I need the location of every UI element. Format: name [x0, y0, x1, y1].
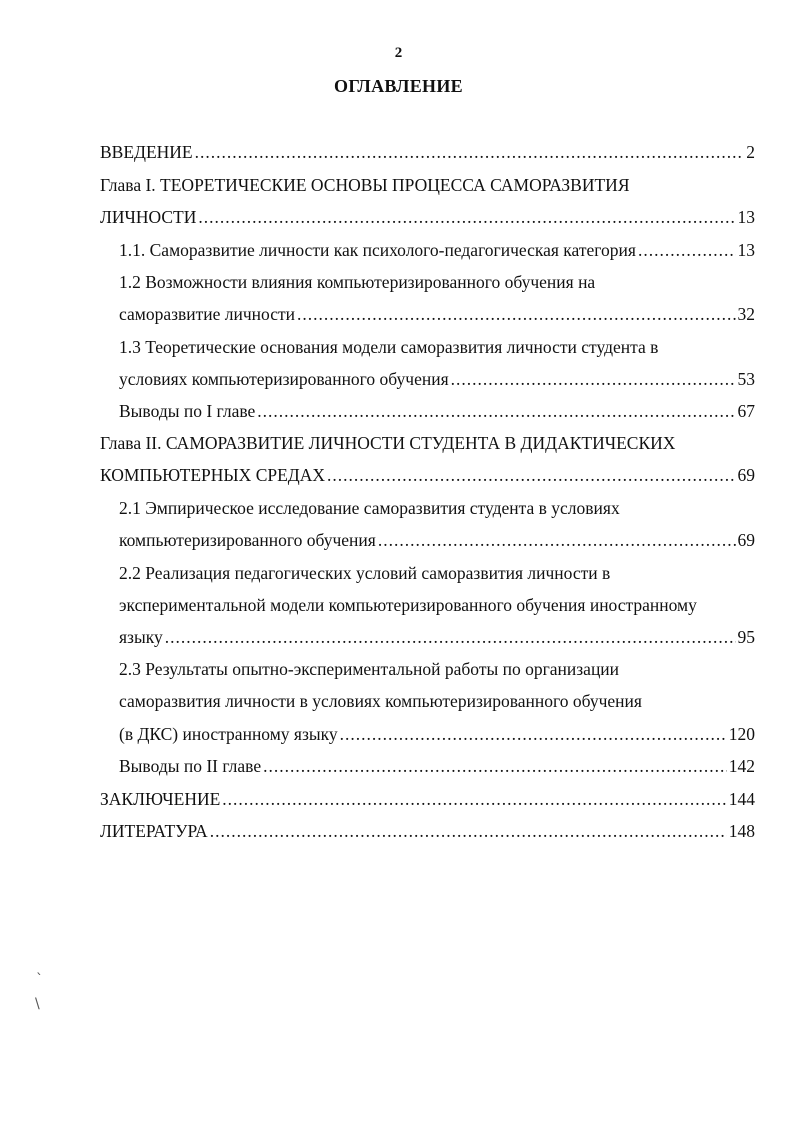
toc-title: ОГЛАВЛЕНИЕ — [334, 76, 463, 96]
dot-leader — [165, 624, 736, 650]
toc-entry-text: саморазвитие личности — [119, 304, 296, 324]
toc-entry-text: 1.1. Саморазвитие личности как психолого-педагогическая категория — [119, 240, 636, 260]
toc-entry-text: ЗАКЛЮЧЕНИЕ — [100, 789, 221, 809]
dot-leader — [195, 139, 745, 165]
dot-leader — [210, 818, 727, 844]
dot-leader — [198, 204, 735, 230]
toc-page-number: 142 — [728, 756, 755, 776]
toc-section-1-2-heading[interactable] — [119, 269, 755, 295]
toc-section-2-1-heading[interactable] — [119, 495, 755, 521]
toc-page-number: 32 — [737, 304, 755, 324]
toc-entry-text: Глава II. САМОРАЗВИТИЕ ЛИЧНОСТИ СТУДЕНТА В ДИДАКТИЧЕСКИХ — [100, 433, 676, 453]
toc-entry-chapter2[interactable] — [100, 462, 755, 488]
dot-leader — [263, 753, 727, 779]
toc-page-number: 67 — [737, 401, 755, 421]
toc-entry-text: 2.1 Эмпирическое исследование саморазвития студента в условиях — [119, 498, 620, 518]
dot-leader — [327, 462, 735, 488]
toc-page-number: 95 — [737, 627, 755, 647]
toc-page-number: 2 — [746, 142, 755, 162]
toc-entry-text: (в ДКС) иностранному языку — [119, 724, 338, 744]
dot-leader — [222, 786, 726, 812]
toc-section-1-3-heading[interactable] — [119, 334, 755, 360]
toc-entry-conclusion[interactable] — [100, 786, 755, 812]
toc-entry-text: экспериментальной модели компьютеризированного обучения иностранному — [119, 595, 697, 615]
toc-entry-text: ЛИЧНОСТИ — [100, 207, 197, 227]
toc-chapter1-heading[interactable] — [100, 172, 755, 198]
toc-entry-text: 2.2 Реализация педагогических условий саморазвития личности в — [119, 563, 611, 583]
toc-entry-text: Глава I. ТЕОРЕТИЧЕСКИЕ ОСНОВЫ ПРОЦЕССА САМОРАЗВИТИЯ — [100, 175, 630, 195]
toc-entry-text: Выводы по I главе — [119, 401, 256, 421]
toc-entry-text: 1.2 Возможности влияния компьютеризированного обучения на — [119, 272, 596, 292]
toc-entry-text: КОМПЬЮТЕРНЫХ СРЕДАХ — [100, 465, 326, 485]
toc-entry-text: компьютеризированного обучения — [119, 530, 376, 550]
toc-chapter2-heading[interactable] — [100, 430, 755, 456]
dot-leader — [340, 721, 727, 747]
toc-entry-section-1-3[interactable] — [119, 366, 755, 392]
toc-page-number: 13 — [737, 240, 755, 260]
toc-entry-text: языку — [119, 627, 163, 647]
toc-entry-text: ВВЕДЕНИЕ — [100, 142, 193, 162]
toc-page-number: 144 — [728, 789, 755, 809]
toc-entry-chapter1-conclusions[interactable] — [119, 398, 755, 424]
toc-page-number: 120 — [728, 724, 755, 744]
dot-leader — [257, 398, 735, 424]
toc-page-number: 148 — [728, 821, 755, 841]
toc-entry-introduction[interactable] — [100, 139, 755, 165]
toc-entry-text: условиях компьютеризированного обучения — [119, 369, 449, 389]
dot-leader — [638, 237, 736, 263]
dot-leader — [297, 301, 735, 327]
scan-artifact-mark: \ — [35, 996, 40, 1012]
dot-leader — [378, 527, 736, 553]
toc-entry-text: саморазвития личности в условиях компьютеризированного обучения — [119, 691, 642, 711]
toc-section-2-2-heading[interactable] — [119, 560, 755, 586]
dot-leader — [451, 366, 736, 392]
toc-entry-text: ЛИТЕРАТУРА — [100, 821, 208, 841]
toc-section-2-3-heading[interactable] — [119, 656, 755, 682]
toc-page-number: 69 — [737, 465, 755, 485]
toc-entry-text: Выводы по II главе — [119, 756, 262, 776]
toc-page-number: 53 — [737, 369, 755, 389]
toc-entry-section-1-1[interactable] — [119, 237, 755, 263]
toc-entry-text: 2.3 Результаты опытно-экспериментальной работы по организации — [119, 659, 620, 679]
toc-entry-section-2-3[interactable] — [119, 721, 755, 747]
toc-entry-section-1-2[interactable] — [119, 301, 755, 327]
toc-page-number: 69 — [737, 530, 755, 550]
toc-entry-references[interactable] — [100, 818, 755, 844]
toc-section-2-3-line2[interactable] — [119, 688, 755, 714]
toc-entry-chapter1[interactable] — [100, 204, 755, 230]
toc-page-number: 13 — [737, 207, 755, 227]
toc-entry-chapter2-conclusions[interactable] — [119, 753, 755, 779]
toc-section-2-2-line2[interactable] — [119, 592, 755, 618]
scan-artifact-mark: ` — [36, 972, 43, 988]
page-number: 2 — [394, 45, 403, 61]
toc-entry-text: 1.3 Теоретические основания модели саморазвития личности студента в — [119, 337, 659, 357]
toc-entry-section-2-1[interactable] — [119, 527, 755, 553]
toc-entry-section-2-2[interactable] — [119, 624, 755, 650]
